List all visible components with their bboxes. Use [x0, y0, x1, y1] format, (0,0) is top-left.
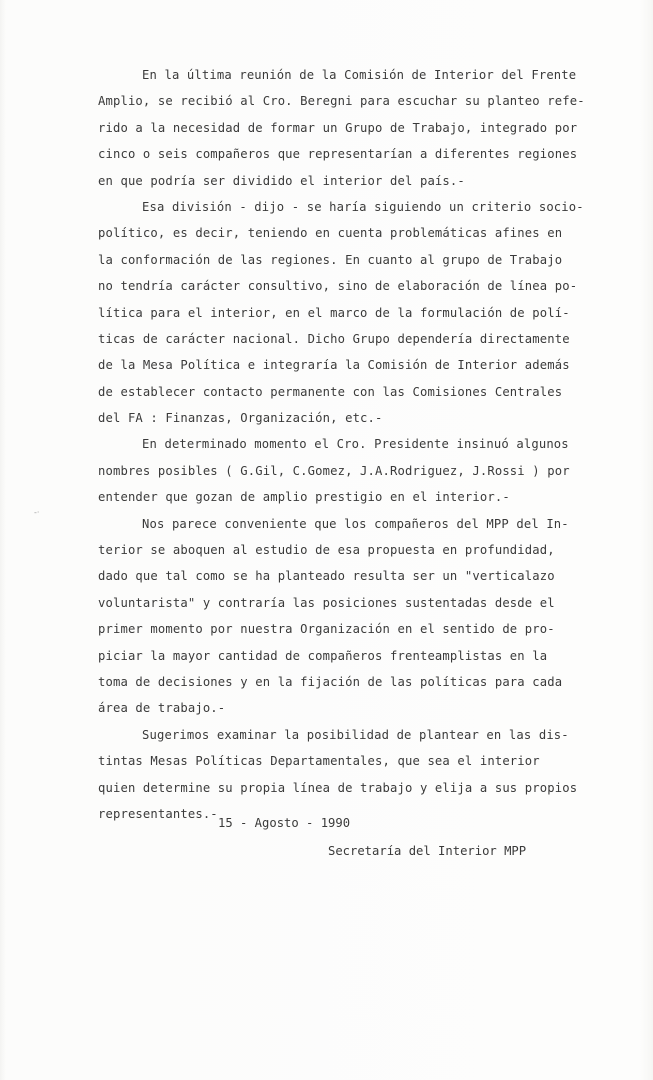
paragraph-2-line-1: Esa división - dijo - se haría siguiendo un criterio socio- — [142, 199, 584, 214]
paragraph-2-line-9: del FA : Finanzas, Organización, etc.- — [98, 411, 383, 426]
paragraph-2-line-3: la conformación de las regiones. En cuanto al grupo de Trabajo — [98, 252, 563, 267]
paragraph-5-line-4: representantes.- — [98, 806, 218, 821]
paragraph-1-line-4: cinco o seis compañeros que representarían a diferentes regiones — [98, 147, 578, 162]
paragraph-2-line-4: no tendría carácter consultivo, sino de elaboración de línea po- — [98, 279, 578, 294]
paragraph-5-line-3: quien determine su propia línea de trabajo y elija a sus propios — [98, 780, 578, 795]
paragraph-4-line-3: dado que tal como se ha planteado resulta ser un "verticalazo — [98, 569, 555, 584]
paragraph-5-line-2: tintas Mesas Políticas Departamentales, que sea el interior — [98, 754, 540, 769]
paragraph-5-line-1: Sugerimos examinar la posibilidad de plantear en las dis- — [142, 727, 569, 742]
document-signature: Secretaría del Interior MPP — [328, 844, 527, 858]
paragraph-3-line-2: nombres posibles ( G.Gil, C.Gomez, J.A.Rodriguez, J.Rossi ) por — [98, 463, 570, 478]
paragraph-1-line-2: Amplio, se recibió al Cro. Beregni para escuchar su planteo refe- — [98, 94, 585, 109]
paragraph-1-line-5: en que podría ser dividido el interior del país.- — [98, 173, 465, 188]
paragraph-4-line-5: primer momento por nuestra Organización en el sentido de pro- — [98, 622, 555, 637]
document-date: 15 - Agosto - 1990 — [218, 816, 351, 830]
paragraph-1-line-1: En la última reunión de la Comisión de Interior del Frente — [142, 68, 577, 82]
margin-mark: -· — [34, 508, 40, 517]
paragraph-3-line-3: entender que gozan de amplio prestigio en el interior.- — [98, 490, 510, 505]
paragraph-2-line-2: político, es decir, teniendo en cuenta problemáticas afines en — [98, 226, 563, 241]
paragraph-4-line-2: terior se aboquen al estudio de esa propuesta en profundidad, — [98, 543, 555, 558]
paragraph-3-line-1: En determinado momento el Cro. Presidente insinuó algunos — [142, 437, 569, 452]
paragraph-2-line-6: ticas de carácter nacional. Dicho Grupo dependería directamente — [98, 331, 570, 346]
paragraph-4-line-7: toma de decisiones y en la fijación de las políticas para cada — [98, 674, 563, 689]
paragraph-2-line-8: de establecer contacto permanente con las Comisiones Centrales — [98, 384, 563, 399]
paragraph-1-line-3: rido a la necesidad de formar un Grupo de Trabajo, integrado por — [98, 120, 578, 135]
document-body — [98, 62, 598, 827]
paragraph-4-line-1: Nos parece conveniente que los compañeros del MPP del In- — [142, 516, 569, 531]
paragraph-2-line-7: de la Mesa Política e integraría la Comisión de Interior además — [98, 358, 570, 373]
paragraph-4-line-4: voluntarista" y contraría las posiciones sustentadas desde el — [98, 595, 555, 610]
paragraph-2-line-5: lítica para el interior, en el marco de la formulación de polí- — [98, 305, 570, 320]
paragraph-4-line-8: área de trabajo.- — [98, 701, 226, 716]
paragraph-4-line-6: piciar la mayor cantidad de compañeros frenteamplistas en la — [98, 648, 548, 663]
